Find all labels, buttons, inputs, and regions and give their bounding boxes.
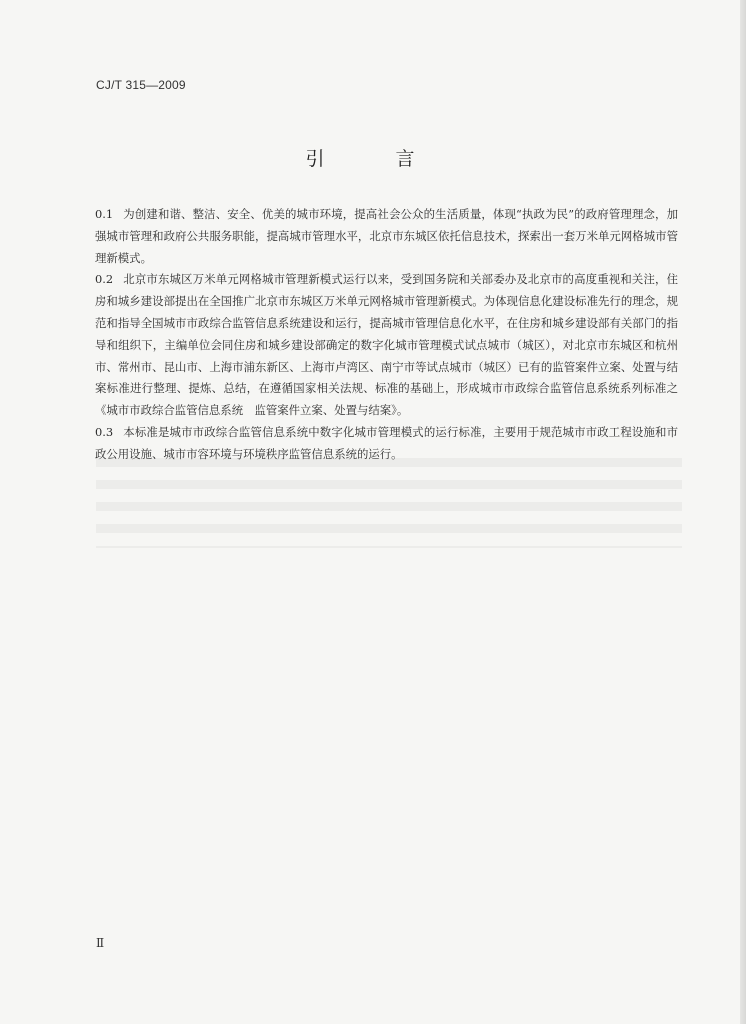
page-number: Ⅱ <box>96 936 105 950</box>
paragraph-text: 本标准是城市市政综合监管信息系统中数字化城市管理模式的运行标准，主要用于规范城市市政工程设施和市政公用设施、城市市容环境与环境秩序监管信息系统的运行。 <box>95 424 678 461</box>
paragraph-0-2 <box>95 269 678 422</box>
paragraph-number: 0.2 <box>95 272 114 287</box>
paragraph-number: 0.3 <box>95 424 114 439</box>
body-text <box>95 204 678 466</box>
show-through-text <box>96 458 682 548</box>
paragraph-text: 为创建和谐、整洁、安全、优美的城市环境，提高社会公众的生活质量，体现“执政为民”的政府管理理念，加强城市管理和政府公共服务职能，提高城市管理水平，北京市东城区依托信息技术，探索出一套万米单元网格城市管理新模式。 <box>95 207 678 265</box>
page-title: 引 言 <box>305 148 441 170</box>
paragraph-text: 北京市东城区万米单元网格城市管理新模式运行以来，受到国务院和关部委办及北京市的高度重视和关注，住房和城乡建设部提出在全国推广北京市东城区万米单元网格城市管理新模式。为体现信息化建设标准先行的理念，规范和指导全国城市市政综合监管信息系统建设和运行，提高城市管理信息化水平，在住房和城乡建设部有关部门的指导和组织下，主编单位会同住房和城乡建设部确定的数字化城市管理模式试点城市（城区），对北京市东城区和杭州市、常州市、昆山市、上海市浦东新区、上海市卢湾区、南宁市等试点城市（城区）已有的监管案件立案、处置与结案标准进行整理、提炼、总结，在遵循国家相关法规、标准的基础上，形成城市市政综合监管信息系统系列标准之《城市市政综合监管信息系统 监管案件立案、处置与结案》。 <box>95 272 678 418</box>
standard-code: CJ/T 315—2009 <box>96 78 186 92</box>
paragraph-0-1 <box>95 204 678 269</box>
paragraph-number: 0.1 <box>95 207 114 221</box>
